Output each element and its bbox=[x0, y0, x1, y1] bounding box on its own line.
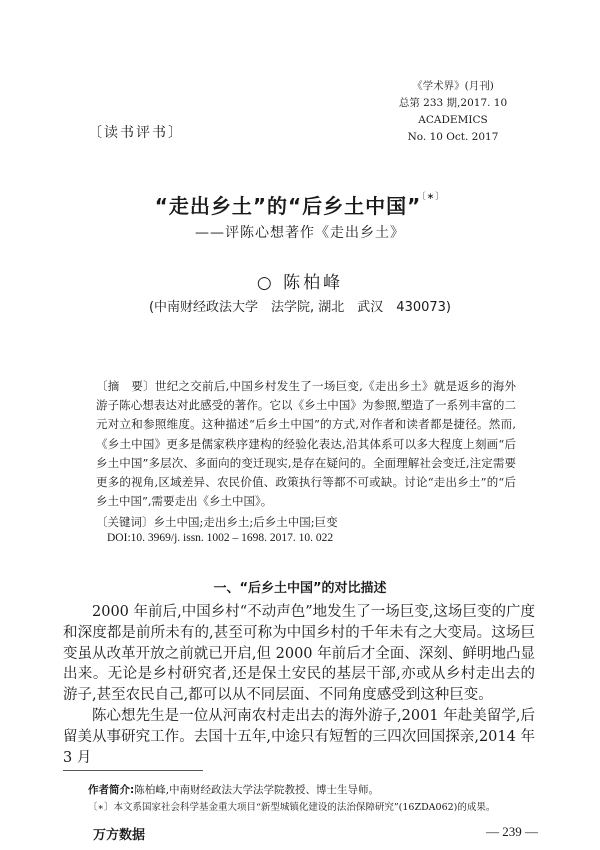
keywords-text: 乡土中国;走出乡土;后乡土中国;巨变 bbox=[153, 515, 338, 529]
body-paragraph: 2000 年前后,中国乡村“不动声色”地发生了一场巨变,这场巨变的广度和深度都是前所未有的,甚至可称为中国乡村的千年未有之大变局。这场巨变虽从改革开放之前就已开启,但 2000 年前后才全面、深刻、鲜明地凸显出来。无论是乡村研究者,还是保土安民的基层干部,亦或从乡村走出去的游子,甚至农民自己,都可以从不同层面、不同角度感受到这种巨变。 bbox=[63, 604, 535, 704]
author-name: ○ 陈柏峰 bbox=[256, 273, 344, 293]
footnote-author bbox=[88, 782, 379, 797]
section-heading: 一、“后乡土中国”的对比描述 bbox=[213, 581, 387, 596]
journal-name: 《学术界》(月刊) bbox=[412, 80, 494, 92]
author-affiliation: (中南财经政法大学 法学院, 湖北 武汉 430073) bbox=[148, 300, 452, 315]
database-watermark: 万方数据 bbox=[93, 828, 146, 843]
footnote-divider bbox=[63, 770, 203, 771]
issue-line: 总第 233 期,2017. 10 bbox=[398, 97, 508, 109]
journal-masthead bbox=[368, 78, 538, 146]
article-title bbox=[0, 190, 600, 219]
doi[interactable]: DOI:10. 3969/j. issn. 1002 – 1698. 2017. 10. 022 bbox=[107, 532, 334, 544]
title-note-marker[interactable]: 〔∗〕 bbox=[421, 192, 446, 202]
footnote-author-label: 作者简介: bbox=[88, 784, 135, 796]
abstract bbox=[96, 377, 516, 511]
title-text: “走出乡土”的“后乡土中国” bbox=[154, 194, 422, 218]
body-text bbox=[63, 602, 535, 768]
footnote-author-text: 陈柏峰,中南财经政法大学法学院教授、博士生导师。 bbox=[134, 784, 380, 796]
journal-english-issue: No. 10 Oct. 2017 bbox=[407, 131, 499, 143]
column-category: 〔读书评书〕 bbox=[88, 125, 184, 141]
journal-english-name: ACADEMICS bbox=[418, 114, 488, 126]
article-subtitle: ——评陈心想著作《走出乡土》 bbox=[195, 225, 405, 241]
page-number: — 239 — bbox=[486, 824, 538, 839]
abstract-text: 世纪之交前后,中国乡村发生了一场巨变,《走出乡土》就是返乡的海外游子陈心想表达对此感受的著作。它以《乡土中国》为参照,塑造了一系列丰富的二元对立和参照维度。这种描述“后乡土中国”的方式,对作者和读者都是捷径。然而,《乡土中国》更多是儒家秩序建构的经验化表达,沿其体系可以多大程度上刻画“后乡土中国”多层次、多面向的变迁现实,是存在疑问的。全面理解社会变迁,注定需要更多的视角,区域差异、农民价值、政策执行等都不可或缺。讨论“走出乡土”的“后乡土中国”,需要走出《乡土中国》。 bbox=[96, 379, 517, 509]
keywords-label: 〔关键词〕 bbox=[96, 515, 154, 529]
body-paragraph: 陈心想先生是一位从河南农村走出去的海外游子,2001 年赴美留学,后留美从事研究工作。去国十五年,中途只有短暂的三四次回国探亲,2014 年 3 月 bbox=[63, 707, 535, 766]
footnote-fund: 〔∗〕本文系国家社会科学基金重大项目“新型城镇化建设的法治保障研究”(16ZDA062)的成果。 bbox=[88, 802, 496, 813]
keywords bbox=[96, 514, 516, 530]
abstract-label: 〔摘 要〕 bbox=[96, 379, 155, 393]
